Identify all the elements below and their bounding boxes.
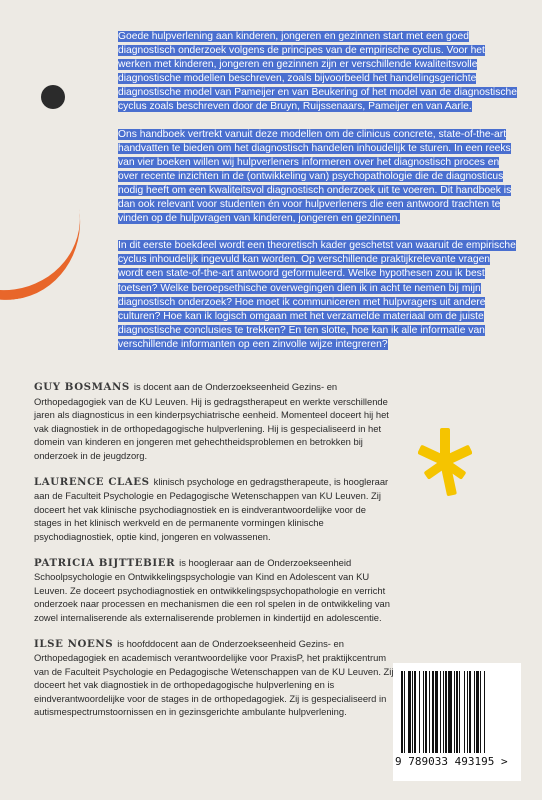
barcode-bar [445, 671, 447, 753]
barcode-bar [404, 671, 405, 753]
barcode-bar [401, 671, 403, 753]
author-text: is docent aan de Onderzoekseenheid Gezins- en Orthopedagogiek van de KU Leuven. Hij is gedragstherapeut en werkte verschillende jaren als diagnosticus in een kinderpsychiatrische eenheid. Momenteel doceert hij het vak diagnostiek in de orthopedagogische hulpverlening. Hij is gespecialiseerd in het domein van kinderen en jongeren met gehechtheidsproblemen en betrokken bij onderzoek in de jeugdzorg. [34, 381, 389, 461]
black-dot-icon [41, 85, 65, 109]
barcode-bar [412, 671, 413, 753]
barcode-bar [423, 671, 424, 753]
author-bio [34, 475, 394, 544]
author-name: PATRICIA BIJTTEBIER [34, 556, 176, 569]
blurb-paragraph-2[interactable]: Ons handboek vertrekt vanuit deze modellen om de clinicus concrete, state-of-the-art handvatten te bieden om het diagnostisch handelen inhoudelijk te sturen. In een reeks van vier boeken willen wij hulpverleners informeren over het diagnostisch proces en over recente inzichten in de (ontwikkeling van) psychopathologie die de diagnosticus nodig heeft om een kwaliteitsvol diagnostisch onderzoek uit te voeren. Dit handboek is dan ook relevant voor studenten én voor hulpverleners die een antwoord trachten te vinden op de hulpvragen van kinderen, jongeren en gezinnen. [118, 128, 512, 225]
barcode-bars [401, 671, 513, 753]
author-bio [34, 380, 394, 463]
barcode-bar [476, 671, 479, 753]
barcode-bar [429, 671, 430, 753]
barcode-bar [464, 671, 465, 753]
barcode-bar [419, 671, 420, 753]
barcode-bar [448, 671, 451, 753]
author-bios [34, 380, 394, 731]
barcode-bar [484, 671, 485, 753]
barcode-bar [454, 671, 455, 753]
yellow-asterisk-icon [418, 428, 472, 496]
author-name: LAURENCE CLAES [34, 475, 150, 488]
barcode-bar [456, 671, 458, 753]
barcode-bar [435, 671, 438, 753]
barcode-bar [467, 671, 468, 753]
isbn-barcode [393, 663, 521, 781]
barcode-bar [480, 671, 481, 753]
author-bio [34, 556, 394, 625]
barcode-bar [408, 671, 411, 753]
blurb-paragraph-3[interactable]: In dit eerste boekdeel wordt een theoretisch kader geschetst van waaruit de empirische cyclus inhoudelijk ingevuld kan worden. Op verschillende praktijkrelevante vragen wordt een state-of-the-art antwoord geformuleerd. Welke hypothesen zou ik best toetsen? Welke beroepsethische overwegingen dien ik in acht te nemen bij mijn diagnostisch onderzoek? Hoe moet ik communiceren met hulpvragers uit andere culturen? Hoe kan ik logisch omgaan met het verzamelde materiaal om de juiste diagnostische conclusies te trekken? En ten slotte, hoe kan ik alle informatie van verschillende informanten op een zinvolle wijze integreren? [118, 240, 516, 350]
author-name: ILSE NOENS [34, 637, 114, 650]
author-text: klinisch psychologe en gedragstherapeute, is hoogleraar aan de Faculteit Psychologie en Pedagogische Wetenschappen van KU Leuven. Zij doceert het vak klinische psychodiagnostiek en is eindverantwoordelijke voor de stages in het klinisch werkveld en de permanente vormingen klinische psychodiagnostiek, optie kind, jongeren en volwassenen. [34, 475, 389, 542]
author-name: GUY BOSMANS [34, 381, 130, 393]
blurb-paragraph-1[interactable]: Goede hulpverlening aan kinderen, jongeren en gezinnen start met een goed diagnostisch onderzoek volgens de principes van de empirische cyclus. Voor het werken met kinderen, jongeren en gezinnen zijn er verschillende kwaliteitsvolle diagnostische modellen beschreven, zoals bijvoorbeeld het handelingsgerichte diagnostische model van Pameijer en van Beukering of het model van de diagnostische cyclus zoals beschreven door de Bruyn, Ruijssenaars, Pameijer en van Aarle. [118, 31, 517, 113]
barcode-bar [474, 671, 475, 753]
barcode-bar [440, 671, 441, 753]
barcode-bar [469, 671, 471, 753]
orange-arc-icon [0, 130, 90, 309]
barcode-bar [443, 671, 444, 753]
author-text: is hoofddocent aan de Onderzoekseenheid Gezins- en Orthopedagogiek en academisch verantwoordelijke voor PraxisP, het praktijkcentrum van de Faculteit Psychologie en Pedagogische Wetenschappen van de KU Leuven. Zij doceert het vak diagnostiek in de orthopedagogische hulpverlening en is eindverantwoordelijke voor de stages in de orthopedagogiek. Zij is gespecialiseerd in autismespectrumstoornissen en in gezinsgerichte ambulante hulpverlening. [34, 637, 394, 718]
author-text: is hoogleraar aan de Onderzoekseenheid Schoolpsychologie en Ontwikkelingspsychologie van Kind en Adolescent van KU Leuven. Ze doceert psychodiagnostiek en ontwikkelingspsychopathologie en verricht onderzoek naar processen en mechanismen die een rol spelen in de ontwikkeling van zowel internaliserende als externaliserende problemen in kindertijd en adolescentie. [34, 556, 390, 623]
barcode-bar [432, 671, 434, 753]
author-bio [34, 637, 394, 720]
barcode-bar [425, 671, 427, 753]
isbn-number: 9 789033 493195 > [395, 755, 508, 768]
back-cover-blurb [118, 30, 518, 365]
barcode-bar [459, 671, 460, 753]
barcode-bar [414, 671, 416, 753]
